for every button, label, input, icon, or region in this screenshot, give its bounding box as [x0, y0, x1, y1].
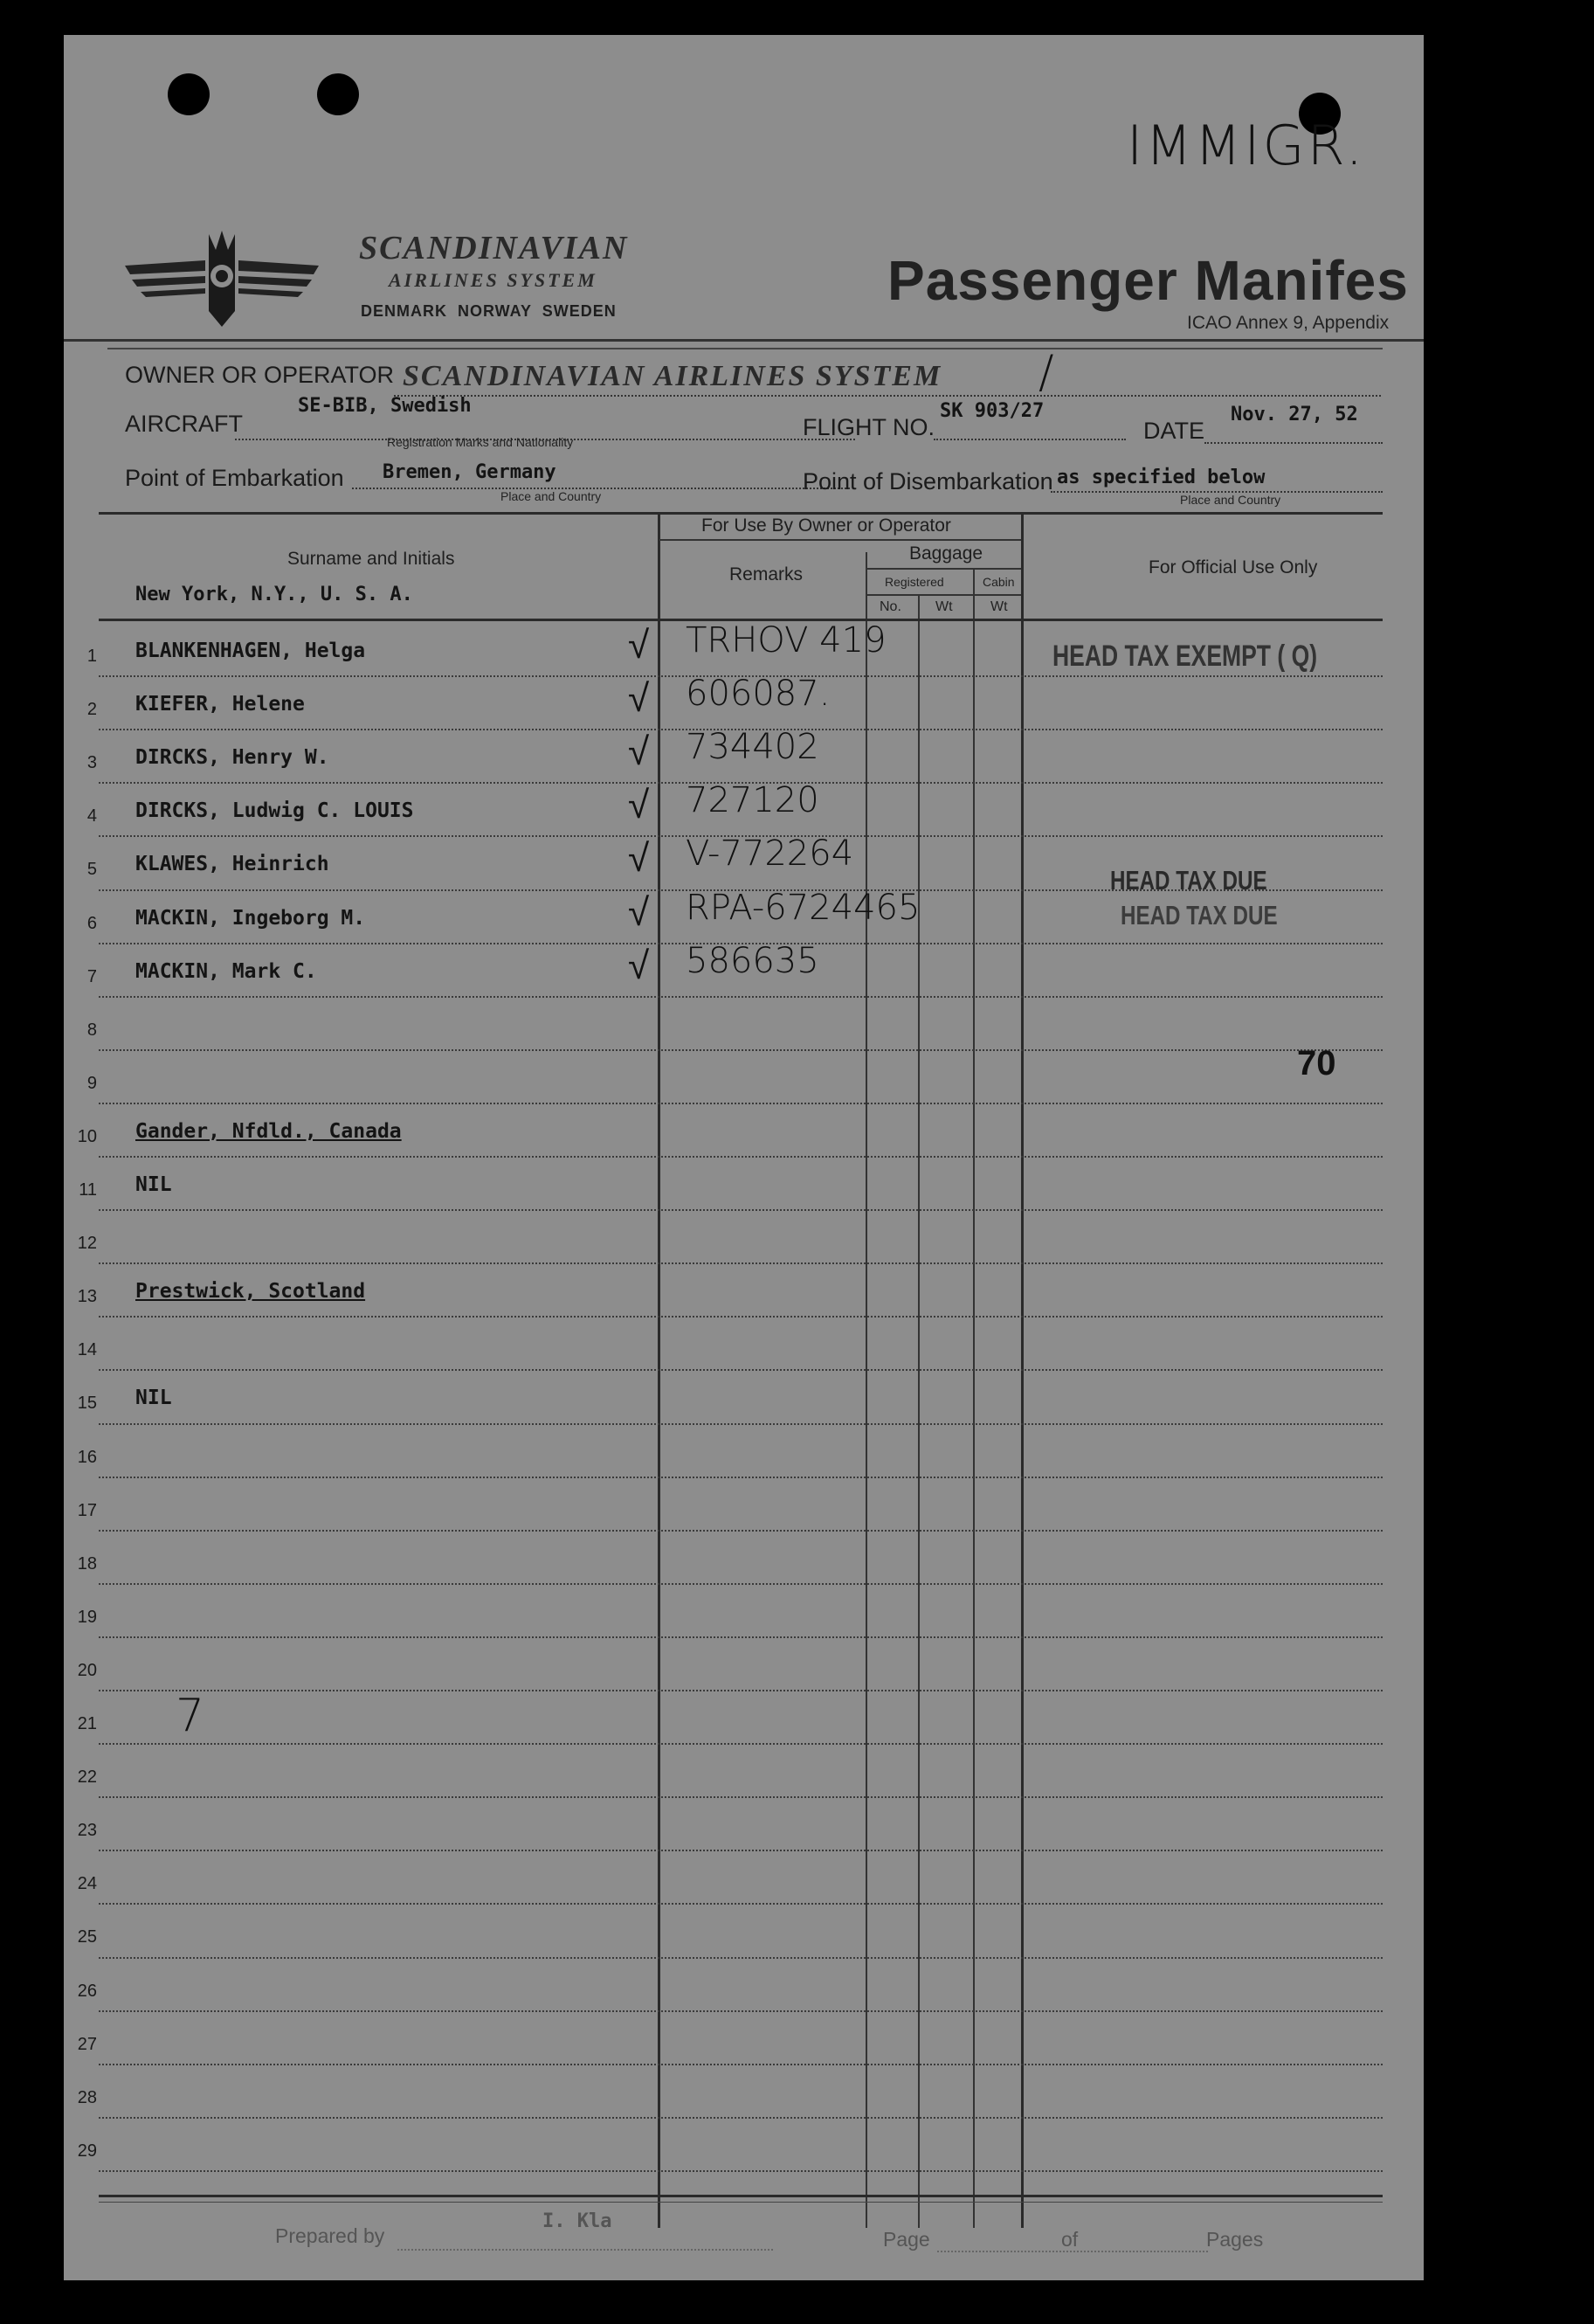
- row-rule: [99, 1156, 1383, 1158]
- disembarkation-caption: Place and Country: [1180, 493, 1281, 507]
- no-header: No.: [880, 599, 901, 614]
- owner-use-rule: [659, 539, 1021, 541]
- passenger-name: MACKIN, Mark C.: [135, 959, 317, 983]
- row-number: 20: [77, 1660, 97, 1680]
- row-rule: [99, 2170, 1383, 2172]
- punch-hole-left: [168, 73, 210, 115]
- aircraft-value: SE-BIB, Swedish: [298, 395, 472, 417]
- row-rule: [99, 2064, 1383, 2065]
- of-underline: [1094, 2251, 1208, 2252]
- date-label: DATE: [1143, 418, 1205, 444]
- row-number: 16: [77, 1447, 97, 1467]
- row-number: 2: [86, 700, 97, 720]
- owner-underline: [394, 395, 1381, 397]
- row-number: 9: [86, 1073, 97, 1093]
- checkmark-icon: √: [628, 837, 650, 881]
- pages-label: Pages: [1206, 2228, 1264, 2251]
- passenger-remark: 734402: [686, 727, 819, 768]
- passenger-name: Gander, Nfdld., Canada: [135, 1119, 402, 1143]
- passenger-name: DIRCKS, Ludwig C. LOUIS: [135, 799, 414, 823]
- row-number: 8: [86, 1020, 97, 1040]
- head-tax-due-stamp-second: HEAD TAX DUE: [1121, 900, 1278, 930]
- row-number: 13: [77, 1287, 97, 1307]
- passenger-name: BLANKENHAGEN, Helga: [135, 640, 366, 662]
- passenger-remark: V-772264: [686, 833, 854, 875]
- row-number: 29: [77, 2141, 97, 2161]
- flight-underline: [934, 439, 1126, 440]
- baggage-header: Baggage: [909, 543, 983, 564]
- footer-rule-second: [99, 2202, 1383, 2203]
- passenger-remark: RPA-6724465: [686, 887, 921, 928]
- row-number: 3: [86, 753, 97, 773]
- passenger-name: KLAWES, Heinrich: [135, 853, 329, 876]
- immigration-annotation: IMMIGR.: [1127, 114, 1366, 177]
- row-rule: [99, 1209, 1383, 1211]
- of-label: of: [1061, 2228, 1079, 2251]
- row-number: 27: [77, 2034, 97, 2054]
- prepared-by-value: I. Kla: [542, 2210, 612, 2232]
- airline-name: SCANDINAVIAN: [359, 230, 629, 266]
- footer-rule: [99, 2195, 1383, 2197]
- row-rule: [99, 2117, 1383, 2119]
- registered-rule: [867, 594, 1021, 596]
- row-rule: [99, 1423, 1383, 1425]
- owner-use-header: For Use By Owner or Operator: [701, 515, 951, 536]
- cabin-header: Cabin: [983, 575, 1015, 589]
- row-rule: [99, 1262, 1383, 1264]
- passenger-name: KIEFER, Helene: [135, 693, 305, 716]
- form-title: Passenger Manifes: [887, 249, 1409, 312]
- row-number: 22: [77, 1767, 97, 1788]
- passenger-remark: 606087.: [686, 674, 831, 715]
- owner-value: SCANDINAVIAN AIRLINES SYSTEM: [403, 360, 942, 392]
- row-rule: [99, 1957, 1383, 1959]
- punch-hole-middle: [317, 73, 359, 115]
- disembarkation-value: as specified below: [1057, 467, 1266, 488]
- row-number: 18: [77, 1553, 97, 1574]
- form-subtitle: ICAO Annex 9, Appendix: [1187, 313, 1390, 333]
- passenger-name: NIL: [135, 1173, 172, 1196]
- passenger-remark: TRHOV 419: [686, 620, 887, 661]
- row-number: 6: [86, 913, 97, 933]
- row-rule: [99, 1583, 1383, 1585]
- row-number: 4: [86, 806, 97, 827]
- checkmark-icon: √: [628, 784, 650, 827]
- official-count: 70: [1297, 1044, 1336, 1082]
- passenger-name: Prestwick, Scotland: [135, 1280, 366, 1304]
- row-number: 14: [77, 1340, 97, 1360]
- flight-slash-mark: /: [1039, 346, 1054, 398]
- row-number: 25: [77, 1927, 97, 1947]
- row-number: 17: [77, 1500, 97, 1520]
- aircraft-label: AIRCRAFT: [125, 411, 243, 437]
- airline-subname: AIRLINES SYSTEM: [389, 269, 597, 291]
- flight-label: FLIGHT NO.: [803, 414, 935, 440]
- flight-value: SK 903/27: [940, 400, 1045, 422]
- passenger-name: MACKIN, Ingeborg M.: [135, 906, 366, 930]
- checkmark-icon: √: [628, 677, 650, 721]
- row-rule: [99, 1049, 1383, 1051]
- checkmark-icon: √: [628, 730, 650, 774]
- row-rule: [99, 2010, 1383, 2012]
- passenger-name: DIRCKS, Henry W.: [135, 746, 329, 770]
- baggage-rule: [867, 568, 1021, 570]
- row-number: 28: [77, 2087, 97, 2107]
- embarkation-caption: Place and Country: [500, 489, 602, 503]
- surname-header: Surname and Initials: [287, 549, 455, 569]
- table-top-rule: [99, 512, 1383, 515]
- row-number: 10: [77, 1126, 97, 1146]
- owner-label: OWNER OR OPERATOR: [125, 362, 395, 388]
- header-rule-second: [107, 348, 1383, 349]
- airline-logo-icon: [125, 227, 319, 335]
- row-rule: [99, 1743, 1383, 1745]
- cabin-weight-header: Wt: [990, 599, 1008, 614]
- disembarkation-label: Point of Disembarkation: [803, 468, 1053, 495]
- col-divider-cabin-left: [973, 570, 975, 2228]
- registered-header: Registered: [885, 575, 944, 589]
- destination-header: New York, N.Y., U. S. A.: [135, 584, 413, 605]
- row-rule: [99, 1636, 1383, 1638]
- passenger-remark: 586635: [686, 940, 819, 981]
- head-tax-due-stamp: HEAD TAX DUE: [1110, 865, 1267, 896]
- checkmark-icon: √: [628, 944, 650, 987]
- row-rule: [99, 996, 1383, 998]
- manifest-sheet: [64, 35, 1424, 2280]
- remarks-header: Remarks: [729, 564, 804, 584]
- row-rule: [99, 1903, 1383, 1905]
- col-divider-baggage-left: [866, 552, 867, 2228]
- row-rule: [99, 1103, 1383, 1104]
- date-underline: [1204, 442, 1383, 444]
- official-use-header: For Official Use Only: [1149, 557, 1318, 578]
- date-value: Nov. 27, 52: [1231, 404, 1358, 425]
- prepared-by-underline: [397, 2249, 773, 2251]
- airline-countries: DENMARK NORWAY SWEDEN: [361, 302, 617, 320]
- tax-exempt-stamp: HEAD TAX EXEMPT ( Q): [1052, 640, 1318, 673]
- row-number: 15: [77, 1394, 97, 1414]
- row-number: 1: [86, 647, 97, 666]
- page-label: Page: [883, 2228, 930, 2251]
- passenger-name: NIL: [135, 1387, 172, 1410]
- checkmark-icon: √: [628, 890, 650, 934]
- row-number: 7: [86, 966, 97, 986]
- row-rule: [99, 1316, 1383, 1318]
- row-rule: [99, 1530, 1383, 1532]
- row-number: 23: [77, 1821, 97, 1841]
- weight-header: Wt: [935, 599, 953, 614]
- aircraft-caption: Registration Marks and Nationality: [387, 435, 574, 449]
- row-number: 19: [77, 1607, 97, 1627]
- passenger-name: 7: [176, 1690, 205, 1742]
- row-number: 26: [77, 1981, 97, 2001]
- embarkation-value: Bremen, Germany: [383, 461, 556, 483]
- page-underline: [937, 2251, 1121, 2252]
- row-number: 5: [86, 860, 97, 880]
- row-rule: [99, 1796, 1383, 1798]
- row-number: 12: [77, 1234, 97, 1254]
- row-rule: [99, 1477, 1383, 1478]
- row-number: 11: [79, 1180, 97, 1200]
- row-rule: [99, 1850, 1383, 1851]
- col-divider-weight-left: [918, 596, 920, 2228]
- row-number: 24: [77, 1874, 97, 1894]
- passenger-remark: 727120: [686, 780, 819, 821]
- embarkation-label: Point of Embarkation: [125, 465, 344, 491]
- row-number: 21: [77, 1714, 97, 1733]
- prepared-by-label: Prepared by: [275, 2224, 385, 2247]
- row-rule: [99, 1690, 1383, 1691]
- header-rule-top: [64, 339, 1424, 342]
- row-rule: [99, 1369, 1383, 1371]
- checkmark-icon: √: [628, 624, 650, 667]
